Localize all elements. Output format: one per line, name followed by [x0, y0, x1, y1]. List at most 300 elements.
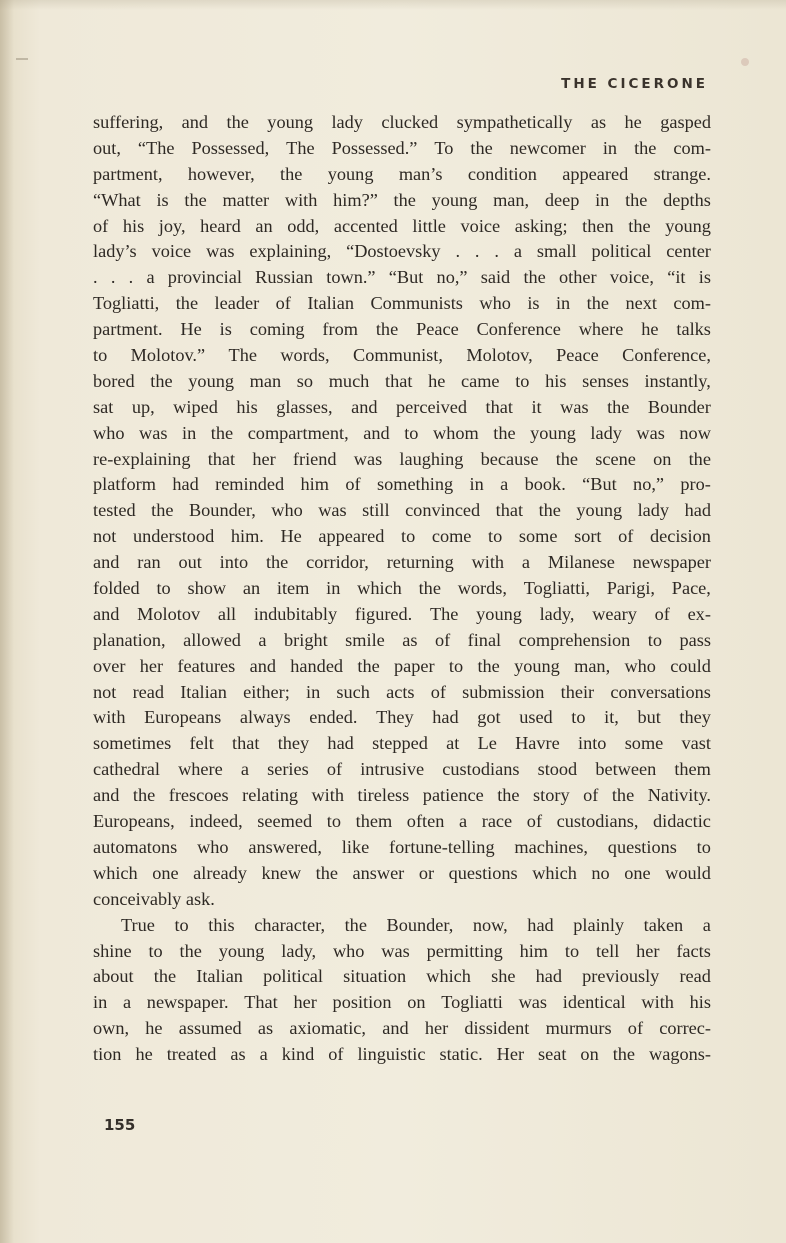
word: is — [527, 293, 540, 314]
word: dissident — [464, 1018, 530, 1039]
word: the — [555, 448, 579, 469]
word: frescoes — [168, 785, 229, 806]
word: always — [239, 707, 291, 728]
word: the — [150, 370, 173, 391]
word: com- — [673, 293, 711, 314]
word: ended. — [309, 707, 358, 728]
word: tell — [595, 940, 620, 961]
body-text — [93, 110, 711, 1068]
word: appeared — [318, 526, 385, 547]
word: voice — [460, 215, 501, 236]
word: a — [122, 992, 132, 1013]
word: was — [636, 422, 665, 443]
text-line-26 — [93, 757, 711, 783]
word: of — [93, 215, 109, 236]
word: the — [418, 578, 441, 599]
word: Communist, — [353, 345, 443, 366]
word: re-explaining — [93, 448, 191, 469]
word: features — [177, 655, 236, 676]
word: in — [595, 189, 610, 210]
word: . — [455, 241, 461, 262]
word: to — [488, 526, 503, 547]
word: had — [327, 733, 354, 754]
word: a — [521, 552, 531, 573]
word: knew — [261, 862, 302, 883]
word: condition — [467, 163, 537, 184]
word: Italian — [307, 293, 355, 314]
word: own, — [93, 1018, 130, 1039]
word: joy, — [158, 215, 186, 236]
word: scene — [595, 448, 636, 469]
word: to — [156, 578, 171, 599]
word: friend — [292, 448, 337, 469]
word: young — [665, 215, 711, 236]
word: sometimes — [93, 733, 172, 754]
word: permitting — [426, 940, 503, 961]
word: com- — [673, 137, 711, 158]
word: their — [560, 681, 595, 702]
word: other — [559, 267, 597, 288]
word: was — [318, 500, 347, 521]
word: appeared — [562, 163, 629, 184]
word: words, — [280, 345, 330, 366]
word: of — [326, 759, 343, 780]
word: lady, — [539, 603, 575, 624]
word: instantly, — [644, 370, 711, 391]
word: young — [188, 370, 234, 391]
word: custodians, — [556, 811, 639, 832]
word: strange. — [653, 163, 711, 184]
word: comprehension — [518, 629, 631, 650]
word: came — [460, 370, 500, 391]
word: and — [363, 422, 390, 443]
word: the — [315, 862, 338, 883]
word: man — [249, 370, 282, 391]
word: and — [249, 655, 276, 676]
word: her — [636, 940, 660, 961]
word: depths — [663, 189, 711, 210]
word: the — [153, 966, 177, 987]
word: political — [591, 241, 652, 262]
word: Conference, — [622, 345, 711, 366]
word: had — [432, 707, 459, 728]
word: who — [624, 655, 656, 676]
word: next — [625, 293, 657, 314]
word: the — [265, 552, 289, 573]
word: into — [578, 733, 607, 754]
text-line-25 — [93, 731, 711, 757]
word: that — [495, 500, 524, 521]
word: race — [481, 811, 513, 832]
page-top-edge — [0, 0, 786, 10]
word: custodians — [442, 759, 520, 780]
word: had — [527, 914, 554, 935]
word: come — [431, 526, 472, 547]
word: in — [555, 293, 571, 314]
word: with — [284, 189, 318, 210]
word: sort — [574, 526, 602, 547]
word: as — [590, 112, 607, 132]
word: it, — [604, 707, 619, 728]
word: tireless — [357, 785, 410, 806]
word: cathedral — [93, 759, 160, 780]
word: He — [180, 319, 202, 340]
word: he — [135, 1044, 153, 1065]
word: his — [122, 215, 145, 236]
word: item — [276, 578, 310, 599]
word: Europeans, — [93, 811, 175, 832]
word: over — [93, 655, 126, 676]
word: and — [93, 603, 120, 624]
word: which — [532, 862, 577, 883]
word: answer — [352, 862, 405, 883]
text-line-20 — [93, 602, 711, 628]
word: her — [252, 448, 276, 469]
word: a — [513, 241, 523, 262]
word: smile — [345, 629, 385, 650]
word: series — [267, 759, 309, 780]
word: folded — [93, 578, 140, 599]
word: between — [595, 759, 657, 780]
word: and — [93, 785, 120, 806]
word: he — [145, 1018, 163, 1039]
word: facts — [676, 940, 711, 961]
word: leader — [214, 293, 260, 314]
word: intrusive — [360, 759, 425, 780]
word: Le — [477, 733, 497, 754]
word: allowed — [183, 629, 241, 650]
word: of — [430, 681, 446, 702]
word: deep — [544, 189, 580, 210]
word: conversations — [610, 681, 711, 702]
word: had — [684, 500, 711, 521]
word: that — [232, 733, 260, 754]
word: Togliatti, — [93, 293, 160, 314]
word: no,” — [633, 474, 665, 495]
word: situation — [343, 966, 407, 987]
word: to — [515, 370, 530, 391]
word: lady — [331, 112, 363, 132]
word: bright — [284, 629, 328, 650]
word: said — [480, 267, 511, 288]
text-line-15 — [93, 472, 711, 498]
word: axiomatic, — [289, 1018, 366, 1039]
text-line-29 — [93, 835, 711, 861]
text-line-12 — [93, 395, 711, 421]
word: story — [533, 785, 570, 806]
word: previously — [582, 966, 660, 987]
word: as — [402, 629, 418, 650]
word: is — [698, 267, 711, 288]
word: to — [404, 422, 419, 443]
word: and — [351, 396, 378, 417]
text-line-5 — [93, 214, 711, 240]
word: to — [696, 836, 711, 857]
word: that — [384, 370, 413, 391]
word: with — [471, 552, 505, 573]
word: stepped — [372, 733, 428, 754]
word: the — [688, 448, 711, 469]
word: much — [328, 370, 370, 391]
word: who — [332, 940, 365, 961]
word: was — [518, 992, 548, 1013]
word: a — [240, 759, 249, 780]
word: Molotov, — [466, 345, 533, 366]
word: used — [519, 707, 553, 728]
word: something — [376, 474, 454, 495]
word: such — [336, 681, 370, 702]
word: tion — [93, 1044, 122, 1065]
word: in — [326, 578, 341, 599]
word: either; — [243, 681, 290, 702]
word: the — [634, 137, 657, 158]
word: of — [328, 1044, 344, 1065]
word: already — [193, 862, 247, 883]
text-line-23 — [93, 680, 711, 706]
word: odd, — [287, 215, 320, 236]
text-line-16 — [93, 498, 711, 524]
word: a — [702, 914, 711, 935]
word: partment, — [93, 163, 163, 184]
word: to — [93, 345, 108, 366]
word: like — [341, 836, 370, 857]
word: center — [666, 241, 711, 262]
word: convinced — [405, 500, 481, 521]
word: returning — [386, 552, 454, 573]
word: of — [275, 293, 291, 314]
word: Italian — [196, 966, 243, 987]
word: who — [479, 293, 511, 314]
text-line-35 — [93, 990, 711, 1016]
text-line-11 — [93, 369, 711, 395]
text-line-30 — [93, 861, 711, 887]
word: town.” — [326, 267, 376, 288]
word: young — [476, 603, 522, 624]
text-line-19 — [93, 576, 711, 602]
word: an — [242, 578, 261, 599]
word: That — [244, 992, 278, 1013]
word: him?” — [333, 189, 378, 210]
word: in — [306, 681, 321, 702]
word: young — [514, 655, 560, 676]
word: not — [93, 526, 117, 547]
text-line-7 — [93, 265, 711, 291]
word: Peace — [556, 345, 599, 366]
word: the — [497, 785, 520, 806]
word: They — [376, 707, 414, 728]
word: the — [179, 940, 202, 961]
word: The — [228, 345, 257, 366]
word: questions — [448, 862, 518, 883]
word: felt — [189, 733, 214, 754]
word: the — [628, 215, 651, 236]
word: in — [93, 992, 108, 1013]
word: explaining, — [249, 241, 332, 262]
word: the — [586, 293, 609, 314]
word: relating — [242, 785, 298, 806]
word: perceived — [395, 396, 468, 417]
word: because — [480, 448, 539, 469]
word: the — [611, 785, 635, 806]
word: character, — [254, 914, 326, 935]
word: the — [344, 914, 367, 935]
word: got — [477, 707, 501, 728]
text-line-36 — [93, 1016, 711, 1042]
word: which — [426, 966, 471, 987]
word: Havre — [515, 733, 560, 754]
word: was — [560, 396, 589, 417]
word: of — [654, 603, 670, 624]
word: words, — [457, 578, 507, 599]
text-line-1 — [93, 110, 711, 136]
word: submission — [462, 681, 545, 702]
word: Bounder, — [188, 500, 256, 521]
spine-shadow — [0, 0, 14, 1243]
word: however, — [187, 163, 255, 184]
word: was — [353, 448, 383, 469]
text-line-6 — [93, 239, 711, 265]
word: of — [618, 526, 634, 547]
word: young — [530, 422, 576, 443]
word: indeed, — [189, 811, 243, 832]
word: “it — [667, 267, 686, 288]
word: wagons- — [649, 1044, 711, 1065]
word: this — [208, 914, 235, 935]
word: stood — [537, 759, 578, 780]
word: to — [564, 940, 580, 961]
word: clucked — [381, 112, 439, 132]
word: Conference — [476, 319, 561, 340]
word: to — [571, 707, 586, 728]
word: not — [93, 681, 117, 702]
word: . — [110, 267, 116, 288]
word: Possessed.” — [331, 137, 418, 158]
word: political — [263, 966, 323, 987]
word: . — [474, 241, 480, 262]
word: glasses, — [276, 396, 333, 417]
word: no,” — [436, 267, 468, 288]
word: corridor, — [306, 552, 369, 573]
text-line-13 — [93, 421, 711, 447]
word: “The — [137, 137, 175, 158]
word: tested — [93, 500, 136, 521]
word: partment. — [93, 319, 163, 340]
word: the — [132, 785, 156, 806]
word: of — [345, 474, 361, 495]
text-line-18 — [93, 550, 711, 576]
word: Molotov.” — [130, 345, 206, 366]
word: him — [300, 474, 329, 495]
word: he — [624, 112, 642, 132]
text-line-32 — [93, 913, 711, 939]
word: To — [434, 137, 454, 158]
word: her — [139, 655, 164, 676]
word: asking; — [514, 215, 568, 236]
word: murmurs — [545, 1018, 612, 1039]
word: young — [267, 112, 313, 132]
word: . — [128, 267, 134, 288]
word: him — [519, 940, 549, 961]
word: the — [226, 112, 249, 132]
word: on — [407, 992, 426, 1013]
word: Parigi, — [606, 578, 656, 599]
word: one — [624, 862, 651, 883]
text-line-33 — [93, 939, 711, 965]
word: the — [184, 189, 207, 210]
word: Peace — [416, 319, 459, 340]
word: of — [434, 629, 451, 650]
word: acts — [386, 681, 415, 702]
word: all — [217, 603, 237, 624]
text-line-24 — [93, 705, 711, 731]
word: and — [93, 552, 120, 573]
word: lady, — [281, 940, 317, 961]
word: which — [93, 862, 138, 883]
word: book. — [524, 474, 566, 495]
word: patience — [422, 785, 484, 806]
word: seat — [538, 1044, 567, 1065]
text-line-2 — [93, 136, 711, 162]
word: the — [538, 500, 561, 521]
word: him. — [230, 526, 264, 547]
word: Milanese — [547, 552, 615, 573]
word: as — [230, 1044, 246, 1065]
word: “What — [93, 189, 141, 210]
word: “But — [388, 267, 424, 288]
word: assumed — [178, 1018, 242, 1039]
word: that — [485, 396, 513, 417]
word: suffering, — [93, 112, 164, 132]
word: provincial — [167, 267, 242, 288]
word: had — [172, 474, 199, 495]
word: some — [624, 733, 664, 754]
word: static. — [439, 1044, 483, 1065]
word: kind — [281, 1044, 315, 1065]
word: Molotov — [137, 603, 201, 624]
word: identical — [562, 992, 626, 1013]
text-line-21 — [93, 628, 711, 654]
word: man, — [574, 655, 611, 676]
word: figured. — [354, 603, 413, 624]
text-line-9 — [93, 317, 711, 343]
word: to — [647, 629, 663, 650]
word: planation, — [93, 629, 166, 650]
word: his — [545, 370, 567, 391]
word: as — [257, 1018, 274, 1039]
word: Italian — [180, 681, 227, 702]
text-line-22 — [93, 654, 711, 680]
ink-spot — [741, 58, 749, 66]
word: they — [679, 707, 711, 728]
margin-mark — [16, 58, 28, 60]
word: a — [258, 629, 267, 650]
word: the — [625, 189, 648, 210]
word: newcomer — [509, 137, 586, 158]
word: gasped — [660, 112, 711, 132]
word: Her — [496, 1044, 525, 1065]
word: ex- — [687, 603, 711, 624]
word: was — [206, 241, 235, 262]
word: who — [197, 836, 229, 857]
word: linguistic — [357, 1044, 426, 1065]
word: platform — [93, 474, 156, 495]
word: of — [583, 785, 599, 806]
word: lady — [590, 422, 622, 443]
word: from — [322, 319, 358, 340]
word: small — [536, 241, 577, 262]
word: indubitably — [253, 603, 338, 624]
word: to — [148, 940, 163, 961]
